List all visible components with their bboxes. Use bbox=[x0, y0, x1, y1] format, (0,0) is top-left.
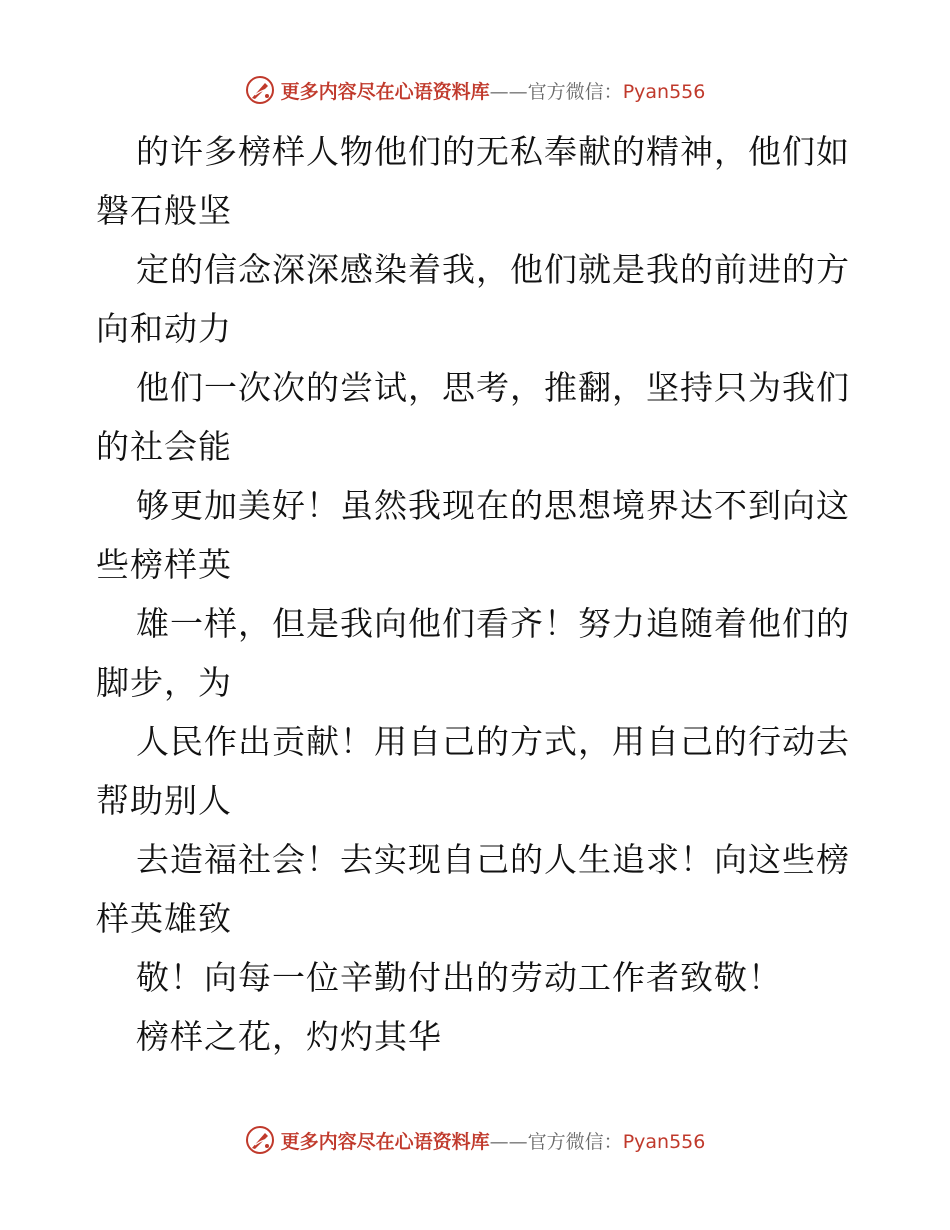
header-banner-text bbox=[281, 77, 706, 104]
document-body bbox=[96, 122, 856, 1066]
quill-pen-logo-icon bbox=[245, 1125, 275, 1155]
paragraph: 够更加美好！虽然我现在的思想境界达不到向这些榜样英 bbox=[96, 486, 850, 584]
paragraph: 人民作出贡献！用自己的方式，用自己的行动去帮助别人 bbox=[96, 722, 850, 820]
header-brand-text: 更多内容尽在心语资料库 bbox=[280, 80, 490, 103]
quill-pen-logo-icon bbox=[245, 75, 275, 105]
paragraph: 去造福社会！去实现自己的人生追求！向这些榜样英雄致 bbox=[96, 840, 850, 938]
footer-banner bbox=[0, 1120, 950, 1160]
header-dash: —— bbox=[489, 80, 528, 103]
footer-banner-text bbox=[281, 1127, 706, 1154]
footer-brand-text: 更多内容尽在心语资料库 bbox=[280, 1130, 490, 1153]
paragraph: 雄一样，但是我向他们看齐！努力追随着他们的脚步，为 bbox=[96, 604, 850, 702]
footer-wechat-label: 官方微信： bbox=[527, 1130, 623, 1153]
paragraph: 他们一次次的尝试，思考，推翻，坚持只为我们的社会能 bbox=[96, 368, 850, 466]
footer-dash: —— bbox=[489, 1130, 528, 1153]
header-wechat-label: 官方微信： bbox=[527, 80, 623, 103]
header-banner bbox=[0, 70, 950, 110]
paragraph: 定的信念深深感染着我，他们就是我的前进的方向和动力 bbox=[96, 250, 850, 348]
paragraph: 的许多榜样人物他们的无私奉献的精神，他们如磐石般坚 bbox=[96, 132, 850, 230]
paragraph: 敬！向每一位辛勤付出的劳动工作者致敬！ bbox=[136, 958, 782, 997]
paragraph: 榜样之花，灼灼其华 bbox=[136, 1017, 442, 1056]
header-wechat-id: Pyan556 bbox=[622, 80, 706, 103]
footer-wechat-id: Pyan556 bbox=[622, 1130, 706, 1153]
